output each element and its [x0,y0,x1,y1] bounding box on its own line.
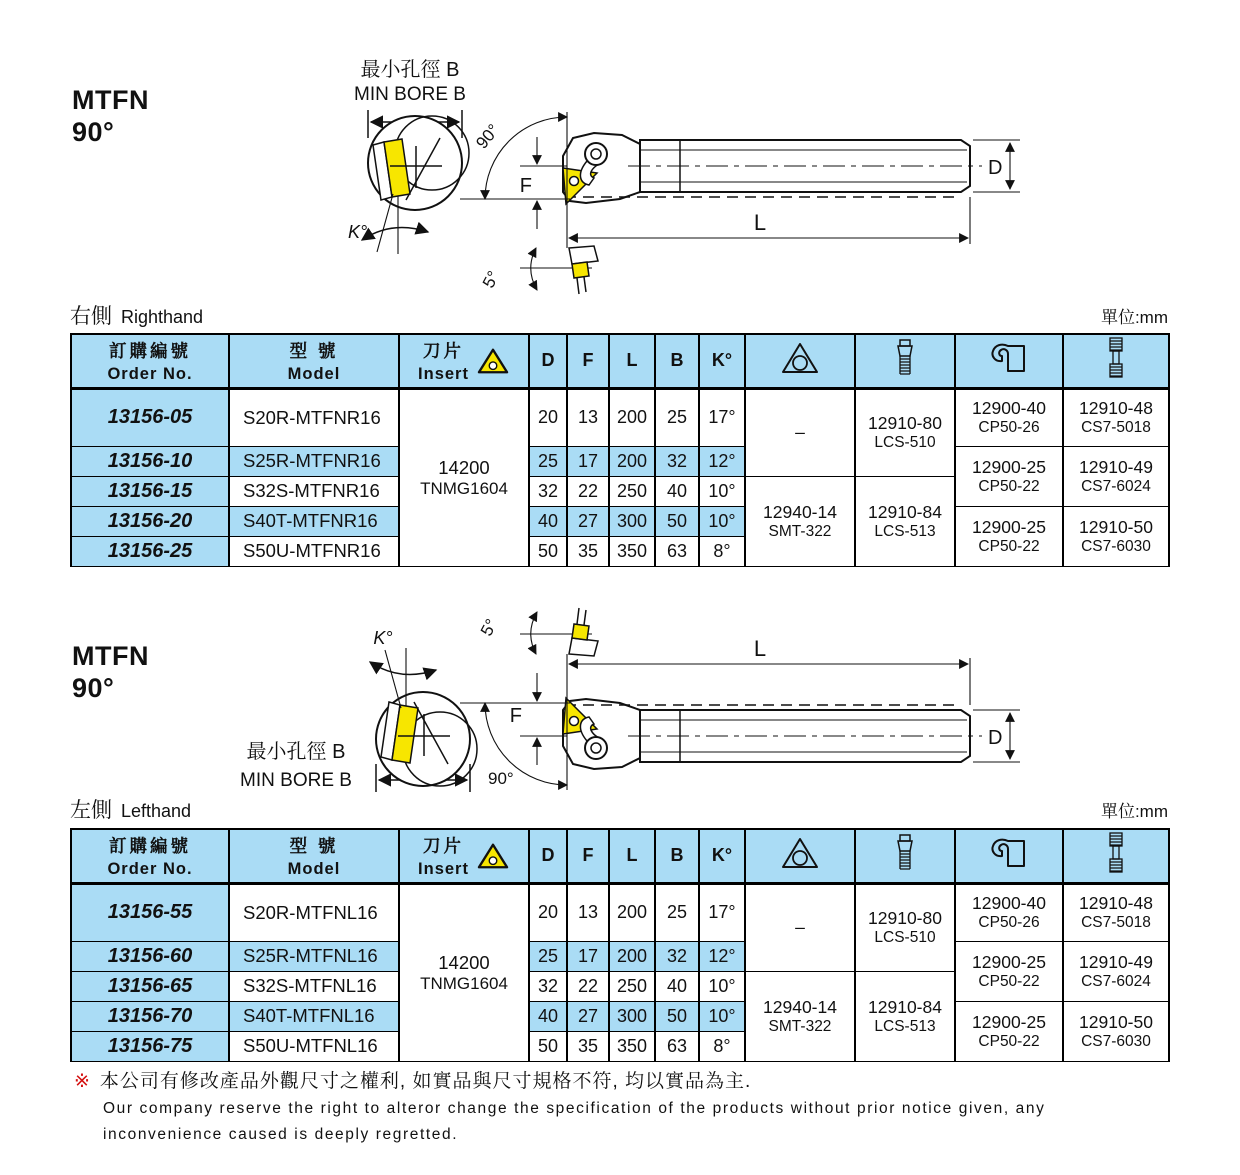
unit-label: 單位:mm [1100,308,1168,327]
model-header [229,334,399,388]
dim-d-label: D [988,157,1003,179]
dim-k-cell: 12° [699,941,745,971]
model-header-zh: 型 號 [289,340,339,361]
order-cell: 13156-75 [71,1031,229,1061]
dim-b-cell: 25 [655,883,699,941]
lock-pin-icon [892,339,918,377]
dim-l-cell: 200 [609,446,655,476]
order-cell: 13156-15 [71,476,229,506]
table-row [71,388,1169,446]
side-caption-en: Lefthand [121,801,192,821]
model-cell: S32S-MTFNR16 [229,476,399,506]
insert-header-en: Insert [418,364,469,383]
model-cell: S25R-MTFNR16 [229,446,399,476]
dim-b-cell: 63 [655,536,699,566]
dim-f-label: F [519,175,532,197]
pin-header [855,334,955,388]
dim-d-label: D [988,727,1003,749]
dim-header-l: L [609,334,655,388]
order-cell: 13156-25 [71,536,229,566]
clamp-header [955,829,1063,883]
shim-cell: – [745,883,855,971]
clamp-cell: 12900-25 CP50-22 [955,941,1063,1001]
order-cell: 13156-60 [71,941,229,971]
dim-l-cell: 250 [609,971,655,1001]
model-cell: S50U-MTFNR16 [229,536,399,566]
dim-l-cell: 200 [609,941,655,971]
table-header-row [71,829,1169,883]
shim-icon [780,341,820,375]
order-cell: 13156-10 [71,446,229,476]
dim-d-cell: 25 [529,941,567,971]
dim-l-cell: 300 [609,1001,655,1031]
dim-d-cell: 32 [529,971,567,1001]
dim-b-cell: 32 [655,941,699,971]
pin-cell: 12910-80 LCS-510 [855,388,955,476]
dim-header-d: D [529,829,567,883]
model-header: 型 號 Model [229,829,399,883]
min-bore-label-zh: 最小孔徑 B [360,59,460,81]
screw-header [1063,829,1169,883]
side-caption-en: Righthand [121,307,204,327]
model-cell: S25R-MTFNL16 [229,941,399,971]
dim-b-cell: 25 [655,388,699,446]
pin-cell: 12910-84 LCS-513 [855,476,955,566]
min-bore-label-en: MIN BORE B [240,770,352,791]
dim-b-cell: 63 [655,1031,699,1061]
screw-cell: 12910-50 CS7-6030 [1063,506,1169,566]
dim-f-label: F [509,705,522,727]
dim-d-cell: 20 [529,388,567,446]
model-cell: S32S-MTFNL16 [229,971,399,1001]
model-cell: S40T-MTFNL16 [229,1001,399,1031]
side-caption-zh: 左側 [70,799,112,822]
insert-header [399,334,529,388]
clamp-cell: 12900-25 CP50-22 [955,446,1063,506]
dim-d-cell: 40 [529,506,567,536]
dim-l-label: L [753,210,767,235]
clamp-icon [987,340,1031,376]
screw-cell: 12910-50 CS7-6030 [1063,1001,1169,1061]
model-header-en: Model [287,364,341,383]
dim-f-cell: 35 [567,536,609,566]
angle-k-label: K° [348,222,368,242]
order-no-header: 訂購編號 Order No. [71,829,229,883]
dim-f-cell: 35 [567,1031,609,1061]
dim-d-cell: 50 [529,1031,567,1061]
order-cell: 13156-55 [71,883,229,941]
dim-header-b: B [655,829,699,883]
clamp-screw-icon [1107,337,1125,379]
dim-b-cell: 40 [655,971,699,1001]
clamp-screw-icon [1107,832,1125,874]
insert-type: TNMG1604 [420,478,508,498]
parts-table-righthand [70,333,1170,567]
table-header-row [71,334,1169,388]
clamp-cell: 12900-25 CP50-22 [955,506,1063,566]
dim-k-cell: 17° [699,883,745,941]
dim-l-cell: 350 [609,536,655,566]
dim-f-cell: 17 [567,446,609,476]
table-row [71,941,1169,971]
dim-l-label: L [753,636,767,661]
footer-line-en1: Our company reserve the right to alteror change the specification of the products without prior notice given, any [103,1100,1046,1117]
dim-f-cell: 22 [567,971,609,1001]
clamp-cell: 12900-25 CP50-22 [955,1001,1063,1061]
dim-f-cell: 17 [567,941,609,971]
pin-header [855,829,955,883]
lock-pin-icon [892,834,918,872]
dim-k-cell: 10° [699,476,745,506]
angle-90-label: 90° [472,120,504,153]
dim-l-cell: 250 [609,476,655,506]
product-angle: 90° [72,673,115,703]
dim-b-cell: 32 [655,446,699,476]
order-cell: 13156-70 [71,1001,229,1031]
dim-b-cell: 50 [655,1001,699,1031]
dim-d-cell: 40 [529,1001,567,1031]
angle-5-label: 5° [476,615,502,640]
pin-cell: 12910-80 LCS-510 [855,883,955,971]
shim-cell: 12940-14 SMT-322 [745,476,855,566]
table-row [71,883,1169,941]
dim-d-cell: 25 [529,446,567,476]
product-name: MTFN [72,641,149,671]
triangle-insert-icon [476,346,510,376]
angle-5-label: 5° [478,267,504,292]
pin-cell: 12910-84 LCS-513 [855,971,955,1061]
shim-cell: 12940-14 SMT-322 [745,971,855,1061]
dim-k-cell: 10° [699,506,745,536]
dim-k-cell: 17° [699,388,745,446]
insert-code: 14200 [438,456,490,478]
dim-k-cell: 8° [699,1031,745,1061]
dim-header-f: F [567,334,609,388]
shim-icon [780,836,820,870]
footer-note [74,1066,1174,1148]
dim-d-cell: 20 [529,883,567,941]
clamp-icon [987,835,1031,871]
dim-k-cell: 8° [699,536,745,566]
table-row [71,1001,1169,1031]
dim-l-cell: 200 [609,388,655,446]
clamp-cell: 12900-40 CP50-26 [955,388,1063,446]
dim-header-k: K° [699,334,745,388]
order-no-header-en: Order No. [107,364,193,383]
insert-cell [399,388,529,566]
model-cell: S50U-MTFNL16 [229,1031,399,1061]
page-title-righthand [72,84,149,148]
footer-line-en2: inconvenience caused is deeply regretted. [103,1126,459,1143]
dim-f-cell: 22 [567,476,609,506]
order-cell: 13156-65 [71,971,229,1001]
model-cell: S20R-MTFNL16 [229,883,399,941]
dim-header-f: F [567,829,609,883]
model-cell: S20R-MTFNR16 [229,388,399,446]
dim-f-cell: 13 [567,883,609,941]
product-angle: 90° [72,117,115,147]
angle-90-label: 90° [488,769,514,788]
page-title-lefthand [72,640,149,704]
order-cell: 13156-20 [71,506,229,536]
dim-header-k: K° [699,829,745,883]
screw-cell: 12910-48 CS7-5018 [1063,388,1169,446]
dim-b-cell: 40 [655,476,699,506]
dim-header-l: L [609,829,655,883]
note-asterisk-symbol: ※ [74,1071,91,1092]
dim-f-cell: 27 [567,506,609,536]
order-no-header [71,334,229,388]
angle-k-label: K° [373,628,393,648]
screw-header [1063,334,1169,388]
insert-cell: 14200 TNMG1604 [399,883,529,1061]
dim-f-cell: 27 [567,1001,609,1031]
dim-k-cell: 10° [699,971,745,1001]
parts-table-lefthand [70,828,1170,1062]
table-row [71,446,1169,476]
side-caption-righthand [70,300,203,330]
shim-header [745,829,855,883]
unit-label: 單位:mm [1100,802,1168,821]
side-caption-lefthand [70,794,191,824]
model-cell: S40T-MTFNR16 [229,506,399,536]
clamp-cell: 12900-40 CP50-26 [955,883,1063,941]
order-cell: 13156-05 [71,388,229,446]
dim-header-d: D [529,334,567,388]
side-caption-zh: 右側 [70,305,112,328]
min-bore-label-zh: 最小孔徑 B [246,741,346,763]
shim-cell: – [745,388,855,476]
dim-header-b: B [655,334,699,388]
insert-header: 刀片 Insert [399,829,529,883]
dim-k-cell: 12° [699,446,745,476]
dim-l-cell: 200 [609,883,655,941]
footer-line-zh: ※ 本公司有修改產品外觀尺寸之權利, 如實品與尺寸規格不符, 均以實品為主. [74,1071,752,1092]
dim-d-cell: 50 [529,536,567,566]
screw-cell: 12910-49 CS7-6024 [1063,446,1169,506]
dim-d-cell: 32 [529,476,567,506]
dim-f-cell: 13 [567,388,609,446]
clamp-header [955,334,1063,388]
dim-b-cell: 50 [655,506,699,536]
product-name: MTFN [72,85,149,115]
shim-header [745,334,855,388]
dim-k-cell: 10° [699,1001,745,1031]
screw-cell: 12910-49 CS7-6024 [1063,941,1169,1001]
insert-header-zh: 刀片 [423,340,464,361]
order-no-header-zh: 訂購編號 [109,340,191,361]
dim-l-cell: 300 [609,506,655,536]
min-bore-label-en: MIN BORE B [354,84,466,105]
table-row [71,506,1169,536]
triangle-insert-icon [476,841,510,871]
dim-l-cell: 350 [609,1031,655,1061]
screw-cell: 12910-48 CS7-5018 [1063,883,1169,941]
